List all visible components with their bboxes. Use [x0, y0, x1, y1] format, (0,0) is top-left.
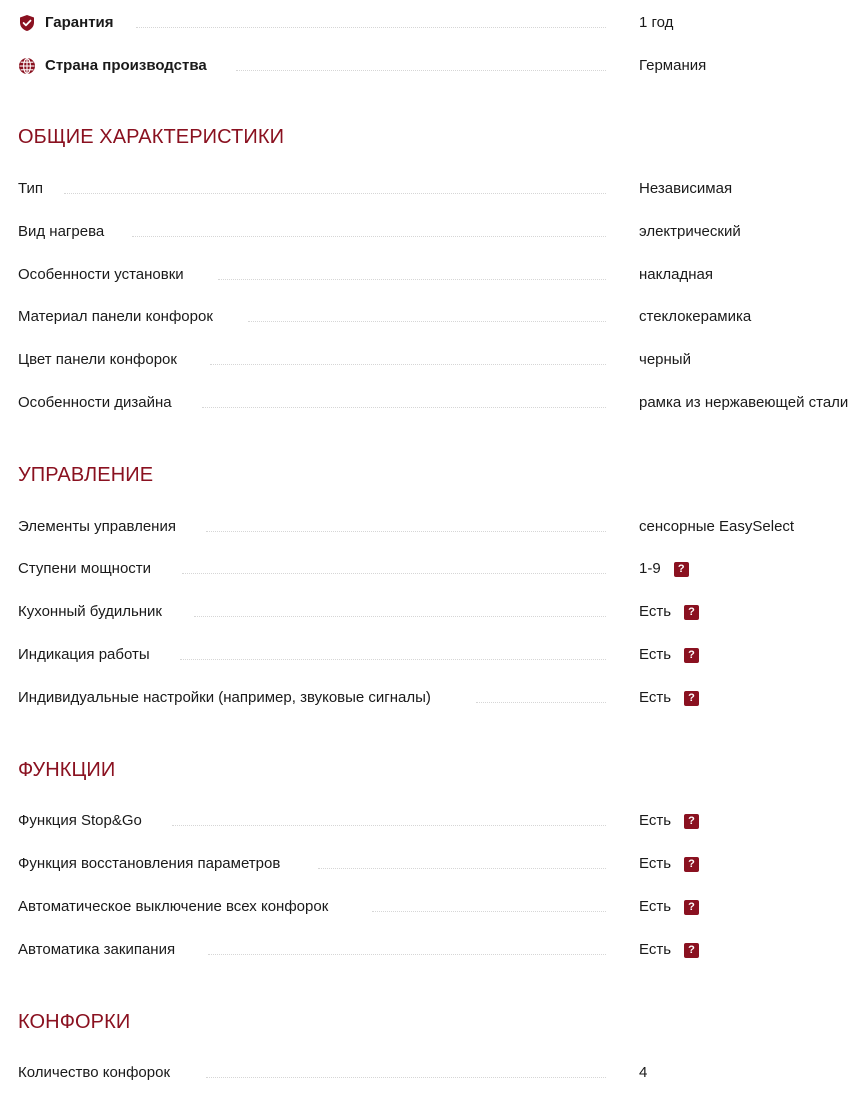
- dotted-leader: [136, 27, 606, 28]
- dotted-leader: [210, 364, 606, 365]
- spec-value-text: 1-9: [639, 560, 661, 577]
- spec-value: [639, 55, 706, 77]
- spec-label-text: Гарантия: [45, 14, 114, 31]
- spec-label: Материал панели конфорок: [18, 306, 213, 328]
- dotted-leader: [64, 193, 606, 194]
- spec-row: [18, 392, 867, 414]
- section-heading-general: ОБЩИЕ ХАРАКТЕРИСТИКИ: [18, 126, 285, 148]
- spec-row: [18, 306, 867, 328]
- spec-value-text: Германия: [639, 57, 707, 74]
- dotted-leader: [208, 954, 606, 955]
- spec-value-text: черный: [639, 351, 691, 368]
- spec-label: [18, 55, 207, 77]
- spec-value-text: Есть: [639, 855, 672, 872]
- help-icon[interactable]: ?: [684, 648, 699, 663]
- spec-value-text: Есть: [639, 689, 672, 706]
- spec-value: [639, 392, 848, 414]
- spec-row: [18, 939, 867, 961]
- spec-row: [18, 687, 867, 709]
- dotted-leader: [236, 70, 606, 71]
- spec-value: [639, 939, 699, 961]
- spec-label: Тип: [18, 178, 43, 200]
- spec-value-text: 1 год: [639, 14, 674, 31]
- dotted-leader: [180, 659, 606, 660]
- spec-value-text: 4: [639, 1064, 648, 1081]
- spec-value: [639, 516, 794, 538]
- dotted-leader: [172, 825, 606, 826]
- spec-label: Особенности установки: [18, 264, 184, 286]
- spec-value: [639, 601, 699, 623]
- dotted-leader: [206, 1077, 606, 1078]
- dotted-leader: [318, 868, 606, 869]
- spec-row: [18, 558, 867, 580]
- shield-check-icon: [18, 14, 36, 32]
- dotted-leader: [218, 279, 606, 280]
- spec-row: [18, 349, 867, 371]
- help-icon[interactable]: ?: [684, 943, 699, 958]
- help-icon[interactable]: ?: [684, 814, 699, 829]
- help-icon[interactable]: ?: [684, 605, 699, 620]
- spec-value: [639, 644, 699, 666]
- spec-row: [18, 221, 867, 243]
- spec-value-text: Независимая: [639, 180, 733, 197]
- dotted-leader: [182, 573, 606, 574]
- spec-row: [18, 644, 867, 666]
- dotted-leader: [202, 407, 606, 408]
- spec-label: Количество конфорок: [18, 1062, 170, 1084]
- spec-value: [639, 306, 751, 328]
- spec-row: [18, 264, 867, 286]
- spec-value: [639, 221, 741, 243]
- section-heading-burners: КОНФОРКИ: [18, 1011, 131, 1033]
- spec-value: [639, 349, 691, 371]
- spec-label: Функция Stop&Go: [18, 810, 142, 832]
- spec-label: [18, 12, 114, 34]
- spec-value: [639, 896, 699, 918]
- spec-value: [639, 12, 673, 34]
- globe-icon: [18, 57, 36, 75]
- spec-value-text: стеклокерамика: [639, 308, 752, 325]
- spec-value: [639, 178, 732, 200]
- spec-row: [18, 1062, 867, 1084]
- spec-label: Индивидуальные настройки (например, звуковые сигналы): [18, 687, 431, 709]
- help-icon[interactable]: ?: [674, 562, 689, 577]
- spec-label: Автоматика закипания: [18, 939, 175, 961]
- dotted-leader: [206, 531, 606, 532]
- section-heading-controls: УПРАВЛЕНИЕ: [18, 464, 154, 486]
- spec-row-warranty: [18, 12, 867, 34]
- spec-label: Функция восстановления параметров: [18, 853, 280, 875]
- spec-label: Индикация работы: [18, 644, 150, 666]
- dotted-leader: [372, 911, 606, 912]
- spec-row: [18, 516, 867, 538]
- dotted-leader: [194, 616, 606, 617]
- spec-value-text: накладная: [639, 266, 713, 283]
- spec-row: [18, 601, 867, 623]
- spec-value-text: электрический: [639, 223, 741, 240]
- spec-value-text: сенсорные EasySelect: [639, 518, 795, 535]
- spec-label-text: Страна производства: [45, 57, 207, 74]
- spec-value: [639, 264, 713, 286]
- help-icon[interactable]: ?: [684, 691, 699, 706]
- spec-label: Кухонный будильник: [18, 601, 162, 623]
- spec-value-text: рамка из нержавеющей стали: [639, 394, 849, 411]
- spec-value: [639, 810, 699, 832]
- help-icon[interactable]: ?: [684, 857, 699, 872]
- spec-value: [639, 853, 699, 875]
- spec-label: Автоматическое выключение всех конфорок: [18, 896, 328, 918]
- dotted-leader: [248, 321, 606, 322]
- section-heading-functions: ФУНКЦИИ: [18, 759, 116, 781]
- dotted-leader: [476, 702, 606, 703]
- spec-value-text: Есть: [639, 941, 672, 958]
- spec-label: Вид нагрева: [18, 221, 104, 243]
- spec-row: [18, 178, 867, 200]
- help-icon[interactable]: ?: [684, 900, 699, 915]
- spec-value: [639, 558, 689, 580]
- spec-label: Цвет панели конфорок: [18, 349, 177, 371]
- spec-row: [18, 810, 867, 832]
- spec-value-text: Есть: [639, 646, 672, 663]
- spec-label: Элементы управления: [18, 516, 176, 538]
- spec-label: Ступени мощности: [18, 558, 151, 580]
- spec-label: Особенности дизайна: [18, 392, 172, 414]
- spec-row: [18, 896, 867, 918]
- dotted-leader: [132, 236, 606, 237]
- spec-row-country: [18, 55, 867, 77]
- spec-value-text: Есть: [639, 603, 672, 620]
- spec-row: [18, 853, 867, 875]
- spec-value-text: Есть: [639, 812, 672, 829]
- spec-value-text: Есть: [639, 898, 672, 915]
- spec-value: [639, 687, 699, 709]
- spec-value: [639, 1062, 647, 1084]
